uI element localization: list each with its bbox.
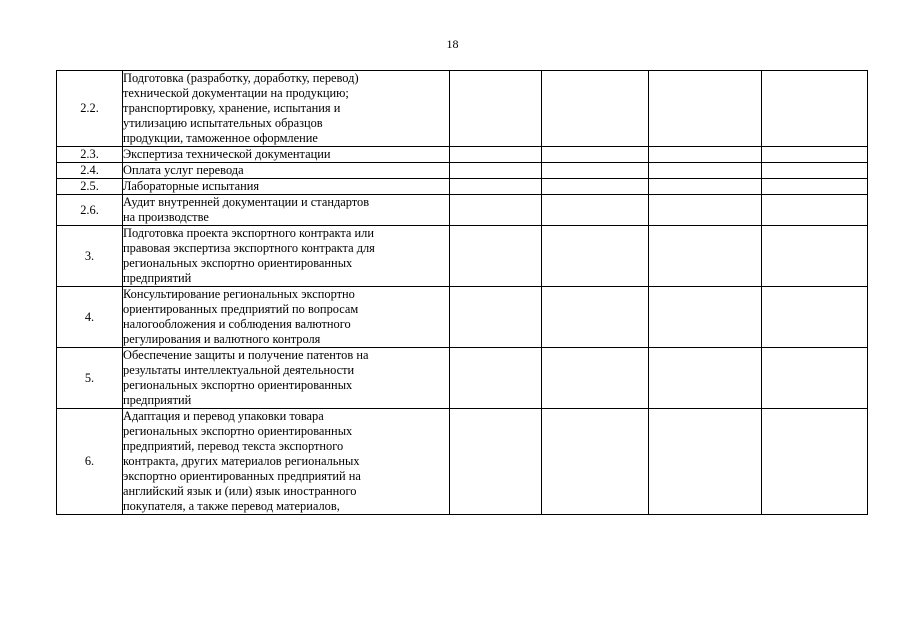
empty-cell [450,409,542,515]
description-line: утилизацию испытательных образцов [123,116,323,130]
empty-cell [649,226,762,287]
empty-cell [542,179,649,195]
empty-cell [762,147,868,163]
empty-cell [542,147,649,163]
empty-cell [450,71,542,147]
empty-cell [450,348,542,409]
description-line: региональных экспортно ориентированных [123,378,353,392]
description-line: предприятий [123,393,192,407]
description-line: Подготовка проекта экспортного контракта или [123,226,374,240]
empty-cell [450,179,542,195]
row-number: 3. [57,226,123,287]
description-line: транспортировку, хранение, испытания и [123,101,341,115]
table-row [57,163,868,179]
empty-cell [450,163,542,179]
empty-cell [762,179,868,195]
row-number: 2.5. [57,179,123,195]
description-line: английский язык и (или) язык иностранного [123,484,357,498]
description-line: предприятий [123,271,192,285]
row-number: 2.3. [57,147,123,163]
row-description [123,226,450,287]
empty-cell [762,163,868,179]
description-line: технической документации на продукцию; [123,86,349,100]
description-line: региональных экспортно ориентированных [123,256,353,270]
page-number: 18 [446,37,459,51]
table-row [57,147,868,163]
empty-cell [542,348,649,409]
row-number: 6. [57,409,123,515]
description-line: правовая экспертиза экспортного контракта для [123,241,375,255]
table-row [57,287,868,348]
row-number: 4. [57,287,123,348]
description-line: Экспертиза технической документации [123,147,331,161]
row-number: 2.2. [57,71,123,147]
description-line: налогообложения и соблюдения валютного [123,317,351,331]
empty-cell [542,163,649,179]
empty-cell [762,348,868,409]
empty-cell [450,195,542,226]
empty-cell [762,409,868,515]
description-line: регулирования и валютного контроля [123,332,321,346]
description-line: Обеспечение защиты и получение патентов на [123,348,369,362]
description-line: на производстве [123,210,209,224]
empty-cell [542,71,649,147]
description-line: экспортно ориентированных предприятий на [123,469,361,483]
empty-cell [649,409,762,515]
row-description [123,287,450,348]
row-number: 2.6. [57,195,123,226]
table-row [57,409,868,515]
table-row [57,71,868,147]
empty-cell [649,147,762,163]
empty-cell [762,287,868,348]
description-line: Адаптация и перевод упаковки товара [123,409,324,423]
description-line: Консультирование региональных экспортно [123,287,355,301]
empty-cell [450,287,542,348]
row-number: 5. [57,348,123,409]
row-description [123,348,450,409]
table-row [57,195,868,226]
empty-cell [450,226,542,287]
description-line: Аудит внутренней документации и стандартов [123,195,370,209]
description-line: Оплата услуг перевода [123,163,244,177]
description-line: покупателя, а также перевод материалов, [123,499,340,513]
row-number: 2.4. [57,163,123,179]
description-line: Подготовка (разработку, доработку, перевод) [123,71,359,85]
empty-cell [649,71,762,147]
empty-cell [762,71,868,147]
empty-cell [542,226,649,287]
row-description [123,147,450,163]
empty-cell [450,147,542,163]
row-description [123,409,450,515]
table-row [57,179,868,195]
empty-cell [762,195,868,226]
services-table [56,70,868,515]
row-description [123,71,450,147]
row-description [123,179,450,195]
description-line: контракта, других материалов региональных [123,454,360,468]
empty-cell [542,195,649,226]
description-line: предприятий, перевод текста экспортного [123,439,344,453]
empty-cell [542,409,649,515]
empty-cell [649,195,762,226]
description-line: региональных экспортно ориентированных [123,424,353,438]
empty-cell [649,287,762,348]
empty-cell [542,287,649,348]
description-line: ориентированных предприятий по вопросам [123,302,359,316]
empty-cell [649,179,762,195]
table-row [57,348,868,409]
row-description [123,163,450,179]
description-line: Лабораторные испытания [123,179,260,193]
empty-cell [649,348,762,409]
description-line: продукции, таможенное оформление [123,131,318,145]
empty-cell [649,163,762,179]
table-row [57,226,868,287]
row-description [123,195,450,226]
empty-cell [762,226,868,287]
description-line: результаты интеллектуальной деятельности [123,363,355,377]
